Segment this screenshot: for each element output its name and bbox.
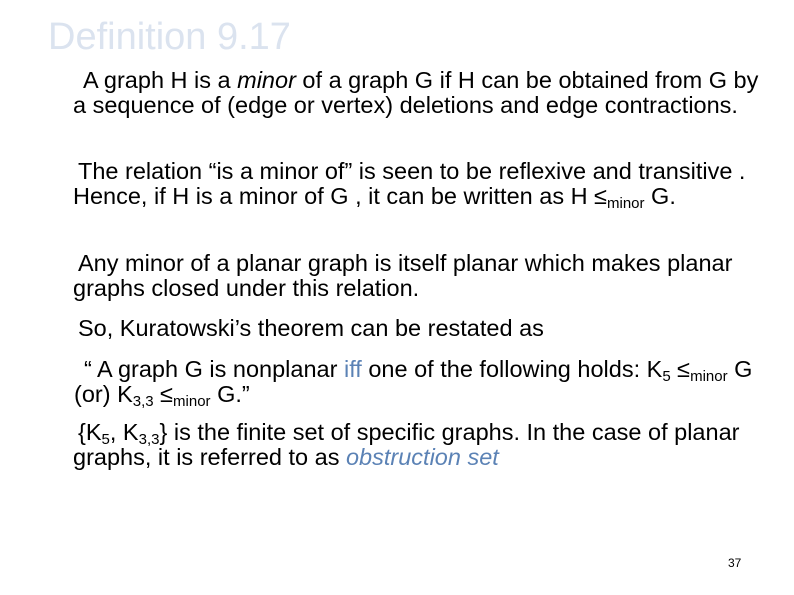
definition-text-end: of a graph G if H can be obtained from G by a sequence of (edge or vertex) deletions and edge contractions. (73, 67, 759, 118)
k5-subscript: 5 (662, 368, 671, 385)
kuratowski-restatement (74, 356, 764, 410)
obstruction-text: } is the finite set of specific graphs. In the case of planar graphs, it is referred to as (73, 419, 740, 470)
relation-text: The relation “is a minor of” is seen to be reflexive and transitive . Hence, if H is a minor of G , it can be written as H ≤ (73, 158, 746, 209)
page-number: 37 (728, 556, 742, 570)
definition-text-start: A graph H is a (83, 67, 238, 93)
relation-tail: G. (644, 183, 676, 209)
restatement-mid: one of the following holds: K (361, 356, 663, 382)
restatement-close: G.” (210, 381, 250, 407)
slide-title: Definition 9.17 (48, 16, 291, 58)
restatement-open: “ A graph G is nonplanar (84, 356, 344, 382)
obstruction-set-term: obstruction set (345, 444, 499, 470)
set-comma: , K (109, 419, 139, 445)
iff-term: iff (343, 356, 362, 382)
planar-minor-text: Any minor of a planar graph is itself planar which makes planar graphs closed under this relation. (73, 250, 733, 301)
minor-subscript-1: minor (690, 368, 728, 385)
kuratowski-intro-text: So, Kuratowski’s theorem can be restated as (78, 315, 544, 341)
set-open: {K (78, 419, 102, 445)
minor-subscript: minor (607, 195, 645, 212)
le-symbol-1: ≤ (670, 356, 691, 382)
le-symbol-2: ≤ (153, 381, 174, 407)
minor-subscript-2: minor (173, 393, 211, 410)
minor-term: minor (237, 67, 296, 93)
restatement-or: G (or) K (74, 356, 753, 407)
obstruction-paragraph (73, 420, 773, 470)
set-k5-subscript: 5 (101, 431, 110, 448)
relation-paragraph (73, 158, 773, 212)
planar-minor-paragraph (73, 251, 773, 301)
set-k33-subscript: 3,3 (138, 431, 160, 448)
definition-paragraph (73, 68, 773, 118)
k33-subscript: 3,3 (132, 393, 154, 410)
kuratowski-intro-paragraph (73, 316, 773, 341)
